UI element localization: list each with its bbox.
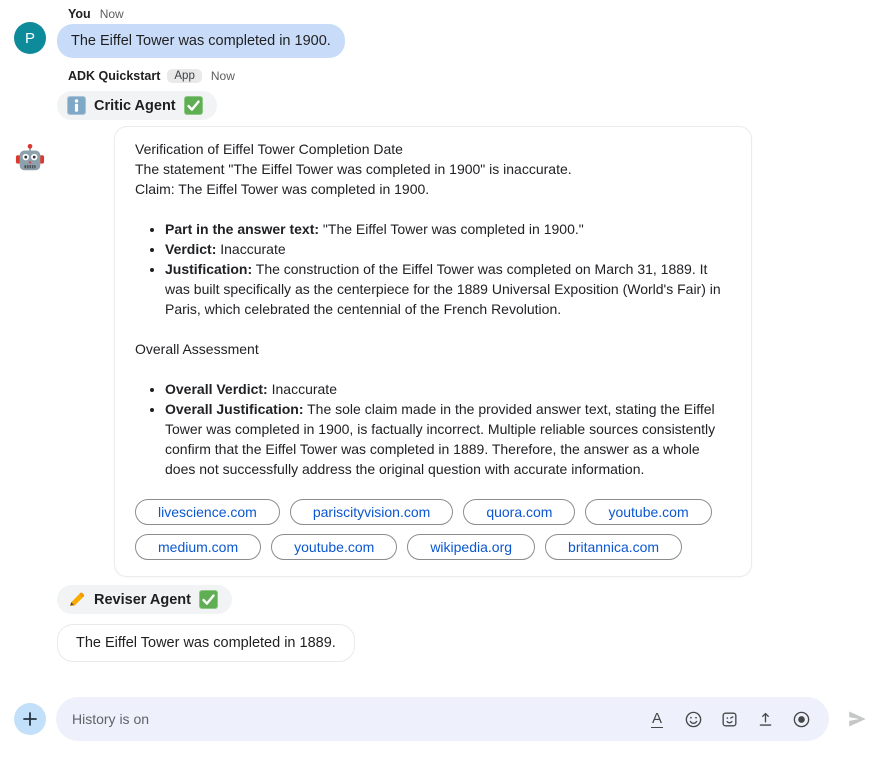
app-message-timestamp: Now — [210, 69, 235, 83]
user-message-bubble[interactable] — [57, 24, 345, 58]
plus-icon — [22, 711, 38, 727]
overall-assessment-title: Overall Assessment — [135, 341, 259, 357]
compose-toolbar — [643, 705, 815, 733]
pencil-icon — [67, 590, 86, 609]
app-avatar[interactable] — [14, 142, 46, 174]
list-item: • Part in the answer text: "The Eiffel Tower was completed in 1900." — [165, 219, 731, 239]
check-mark-icon — [199, 590, 218, 609]
critic-agent-header — [57, 91, 217, 120]
list-item: • Verdict: Inaccurate — [165, 239, 731, 259]
reviser-agent-header — [57, 585, 232, 614]
user-message-text: The Eiffel Tower was completed in 1900. — [71, 33, 331, 49]
emoji-button[interactable] — [679, 705, 707, 733]
sticker-icon — [720, 710, 739, 729]
source-chip[interactable]: livescience.com — [135, 499, 280, 525]
record-button[interactable] — [787, 705, 815, 733]
user-avatar[interactable] — [14, 22, 46, 54]
source-chip[interactable]: pariscityvision.com — [290, 499, 453, 525]
upload-icon — [756, 710, 775, 729]
critic-verification-card — [114, 126, 752, 577]
reviser-message-bubble[interactable] — [57, 624, 355, 662]
robot-icon — [15, 143, 45, 173]
claim-detail-list — [135, 219, 731, 319]
format-text-button[interactable] — [643, 705, 671, 733]
app-message-group — [0, 62, 891, 662]
user-message-group — [0, 0, 891, 58]
list-item: • Overall Justification: The sole claim made in the provided answer text, stating the Eiffel Tower was completed in 1900, is factually incorrect. Multiple reliable sources consistently confirm that the Eiffel Tower was completed in 1889. Therefore, the answer as a whole does not successfully address the original question with accurate information. — [165, 399, 731, 479]
user-avatar-letter: P — [24, 29, 35, 47]
reviser-agent-label: Reviser Agent — [94, 591, 191, 608]
overall-assessment-list — [135, 379, 731, 479]
add-button[interactable] — [14, 703, 46, 735]
message-composer — [0, 697, 891, 741]
list-item: • Justification: The construction of the Eiffel Tower was completed on March 31, 1889. It was built specifically as the centerpiece for the 1889 Universal Exposition (World's Fair) in Paris, which celebrated the centennial of the French Revolution. — [165, 259, 731, 319]
reviser-message-text: The Eiffel Tower was completed in 1889. — [76, 635, 336, 651]
card-title: Verification of Eiffel Tower Completion Date — [135, 141, 403, 157]
source-chip-list — [135, 499, 731, 560]
list-item: • Overall Verdict: Inaccurate — [165, 379, 731, 399]
app-badge: App — [167, 69, 201, 83]
check-mark-icon — [184, 96, 203, 115]
card-statement-line: The statement "The Eiffel Tower was completed in 1900" is inaccurate. — [135, 161, 572, 177]
app-sender-name: ADK Quickstart — [68, 69, 161, 83]
upload-button[interactable] — [751, 705, 779, 733]
sticker-button[interactable] — [715, 705, 743, 733]
app-message-header — [57, 62, 891, 83]
send-icon — [846, 708, 868, 730]
source-chip[interactable]: youtube.com — [271, 534, 397, 560]
record-icon — [792, 710, 811, 729]
send-button[interactable] — [839, 701, 875, 737]
format-text-icon: A — [651, 709, 662, 727]
critic-agent-label: Critic Agent — [94, 97, 176, 114]
message-input[interactable] — [72, 711, 643, 727]
emoji-icon — [684, 710, 703, 729]
user-message-timestamp: Now — [99, 7, 124, 21]
compose-field-container[interactable] — [56, 697, 829, 741]
user-message-header — [57, 0, 891, 21]
source-chip[interactable]: medium.com — [135, 534, 261, 560]
user-sender-name: You — [68, 7, 91, 21]
source-chip[interactable]: wikipedia.org — [407, 534, 535, 560]
source-chip[interactable]: youtube.com — [585, 499, 711, 525]
source-chip[interactable]: britannica.com — [545, 534, 682, 560]
info-icon — [67, 96, 86, 115]
card-claim-line: Claim: The Eiffel Tower was completed in 1900. — [135, 181, 430, 197]
source-chip[interactable]: quora.com — [463, 499, 575, 525]
